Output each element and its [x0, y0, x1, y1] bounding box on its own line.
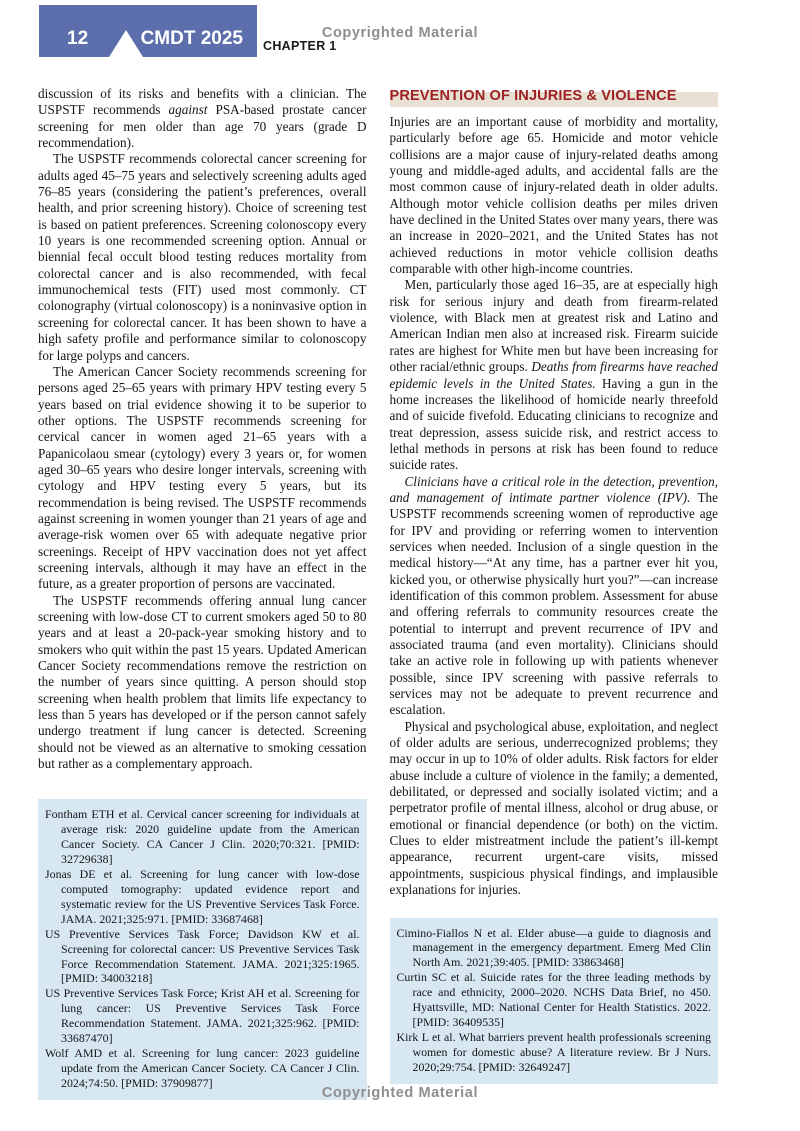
left-reference-box: [38, 799, 367, 1099]
book-title: CMDT 2025: [140, 28, 243, 49]
reference-entry: US Preventive Services Task Force; Davidson KW et al. Screening for colorectal cancer: US Preventive Services Task Force Recommendation Statement. JAMA. 2021;325:1965. [PMID: 34003218]: [45, 926, 360, 986]
reference-entry: Wolf AMD et al. Screening for lung cancer: 2023 guideline update from the American Cancer Society. CA Cancer J Clin. 2024;74:50. [PMID: 37909877]: [45, 1045, 360, 1090]
copyright-notice-bottom: Copyrighted Material: [321, 1085, 479, 1101]
reference-entry: Curtin SC et al. Suicide rates for the three leading methods by race and ethnicity, 2000–2020. NCHS Data Brief, no 450. Hyattsville, MD: National Center for Health Statistics. 2022. [PMID: 36409535]: [396, 970, 711, 1029]
paragraph: The USPSTF recommends colorectal cancer screening for adults aged 45–75 years and selectively screening adults aged 76–85 years (considering the patient’s preferences, overall health, and prior screening history). Choice of screening test is based on patient preferences. Screening colonoscopy every 10 years is one recommended screening option. Annual or biennial fecal occult blood testing reduces mortality from colorectal cancer and is also recommended, with fecal immunochemical tests (FIT) used most commonly. CT colonography (virtual colonoscopy) is a noninvasive option in screening for colorectal cancer. It has been shown to have a high safety profile and performance similar to colonoscopy for large polyps and cancers.: [38, 151, 367, 363]
chapter-label: CHAPTER 1: [263, 39, 337, 53]
section-heading-text: PREVENTION OF INJURIES & VIOLENCE: [389, 88, 677, 104]
reference-entry: Fontham ETH et al. Cervical cancer screening for individuals at average risk: 2020 guideline update from the American Cancer Society. CA Cancer J Clin. 2020;70:321. [PMID: 32729638]: [45, 807, 360, 867]
reference-entry: Cimino-Fiallos N et al. Elder abuse—a guide to diagnosis and management in the emergency department. Emerg Med Clin North Am. 2021;39:405. [PMID: 33863468]: [396, 925, 711, 970]
right-column-paragraphs: [390, 114, 719, 899]
paragraph: The USPSTF recommends offering annual lung cancer screening with low-dose CT to current smokers aged 50 to 80 years and at least a 20-pack-year smoking history and to smokers who quit within the past 15 years. Updated American Cancer Society recommendations remove the restriction on the number of years since quitting. A person should stop screening when health problem that limits life expectancy to less than 5 years has developed or if the person cannot safely undergo treatment if lung cancer is detected. Screening should not be viewed as an alternative to smoking cessation but rather as a complementary approach.: [38, 592, 367, 772]
left-column-paragraphs: [38, 86, 367, 772]
reference-entry: Kirk L et al. What barriers prevent health professionals screening women for domestic abuse? A literature review. Br J Nurs. 2020;29:754. [PMID: 32649247]: [396, 1029, 711, 1074]
paragraph: The American Cancer Society recommends screening for persons aged 25–65 years with primary HPV testing every 5 years based on trial evidence showing it to be superior to other options. The USPSTF recommends screening for cervical cancer in women aged 21–65 years with a Papanicolaou smear (cytology) every 3 years or, for women aged 30–65 years who desire longer intervals, screening with cytology and HPV testing every 5 years, but its recommendation is being revised. The USPSTF recommends against screening in women younger than 21 years of age and average-risk women over 65 with adequate negative prior screenings. Receipt of HPV vaccination does not yet affect screening intervals, although it may have an effect in the future, as a greater proportion of persons are vaccinated.: [38, 363, 367, 592]
paragraph: Men, particularly those aged 16–35, are at especially high risk for serious injury and death from firearm-related violence, with Black men at greatest risk and Latino and American Indian men also at increased risk. Firearm suicide rates are highest for White men but have been increasing for other racial/ethnic groups. Deaths from firearms have reached epidemic levels in the United States. Having a gun in the home increases the likelihood of homicide nearly threefold and of suicide fivefold. Educating clinicians to recognize and treat depression, assess suicide risk, and restrict access to lethal methods in persons at risk has been found to reduce suicide rates.: [389, 277, 718, 473]
paragraph: Physical and psychological abuse, exploitation, and neglect of older adults are serious, underrecognized problems; they may occur in up to 10% of older adults. Risk factors for elder abuse include a culture of violence in the family; a demented, debilitated, or depressed and socially isolated victim; and a perpetrator profile of mental illness, alcohol or drug abuse, or emotional or financial dependence (or both) on the victim. Clues to elder mistreatment include the patient’s ill-kempt appearance, recurrent urgent-care visits, missed appointments, suspicious physical findings, and implausible explanations for injuries.: [389, 718, 718, 898]
section-heading: [390, 86, 719, 107]
right-column: [390, 86, 719, 1100]
paragraph: discussion of its risks and benefits with a clinician. The USPSTF recommends against PSA-based prostate cancer screening for men older than age 70 years (grade D recommendation).: [38, 86, 367, 151]
page-body: [38, 86, 718, 1100]
reference-entry: Jonas DE et al. Screening for lung cancer with low-dose computed tomography: updated evidence report and systematic review for the US Preventive Services Task Force. JAMA. 2021;325:971. [PMID: 33687468]: [45, 867, 360, 926]
paragraph: Injuries are an important cause of morbidity and mortality, particularly before age 65. Homicide and motor vehicle collisions are a major cause of injury-related deaths among young and middle-aged adults, and accidental falls are the most common cause of injury-related death in older adults. Although motor vehicle collision deaths per miles driven have declined in the United States over many years, there was an increase in 2020–2021, and the United States has not achieved reductions in motor vehicle collision deaths comparable with other high-income countries.: [389, 114, 718, 277]
right-reference-box: [390, 918, 719, 1084]
reference-entry: US Preventive Services Task Force; Krist AH et al. Screening for lung cancer: US Preventive Services Task Force Recommendation Statement. JAMA. 2021;325:962. [PMID: 33687470]: [45, 986, 360, 1046]
page-header-banner: [39, 5, 257, 57]
paragraph: Clinicians have a critical role in the detection, prevention, and management of intimate partner violence (IPV). The USPSTF recommends screening women of reproductive age for IPV and providing or referring women to intervention services when needed. Inclusion of a single question in the medical history—“At any time, has a partner ever hit you, kicked you, or otherwise physically hurt you?”—can increase identification of this common problem. Assessment for abuse and offering referrals to community resources create the potential to interrupt and prevent recurrence of IPV and associated trauma (and even mortality). Clinicians should take an active role in following up with patients whenever possible, since IPV screening with passive referrals to services may not be adequate to prevent recurrence and escalation.: [389, 473, 718, 718]
banner-notch-triangle-icon: [109, 30, 143, 57]
left-column: [38, 86, 367, 1100]
copyright-notice-top: Copyrighted Material: [321, 25, 479, 41]
page-number: 12: [67, 28, 89, 49]
